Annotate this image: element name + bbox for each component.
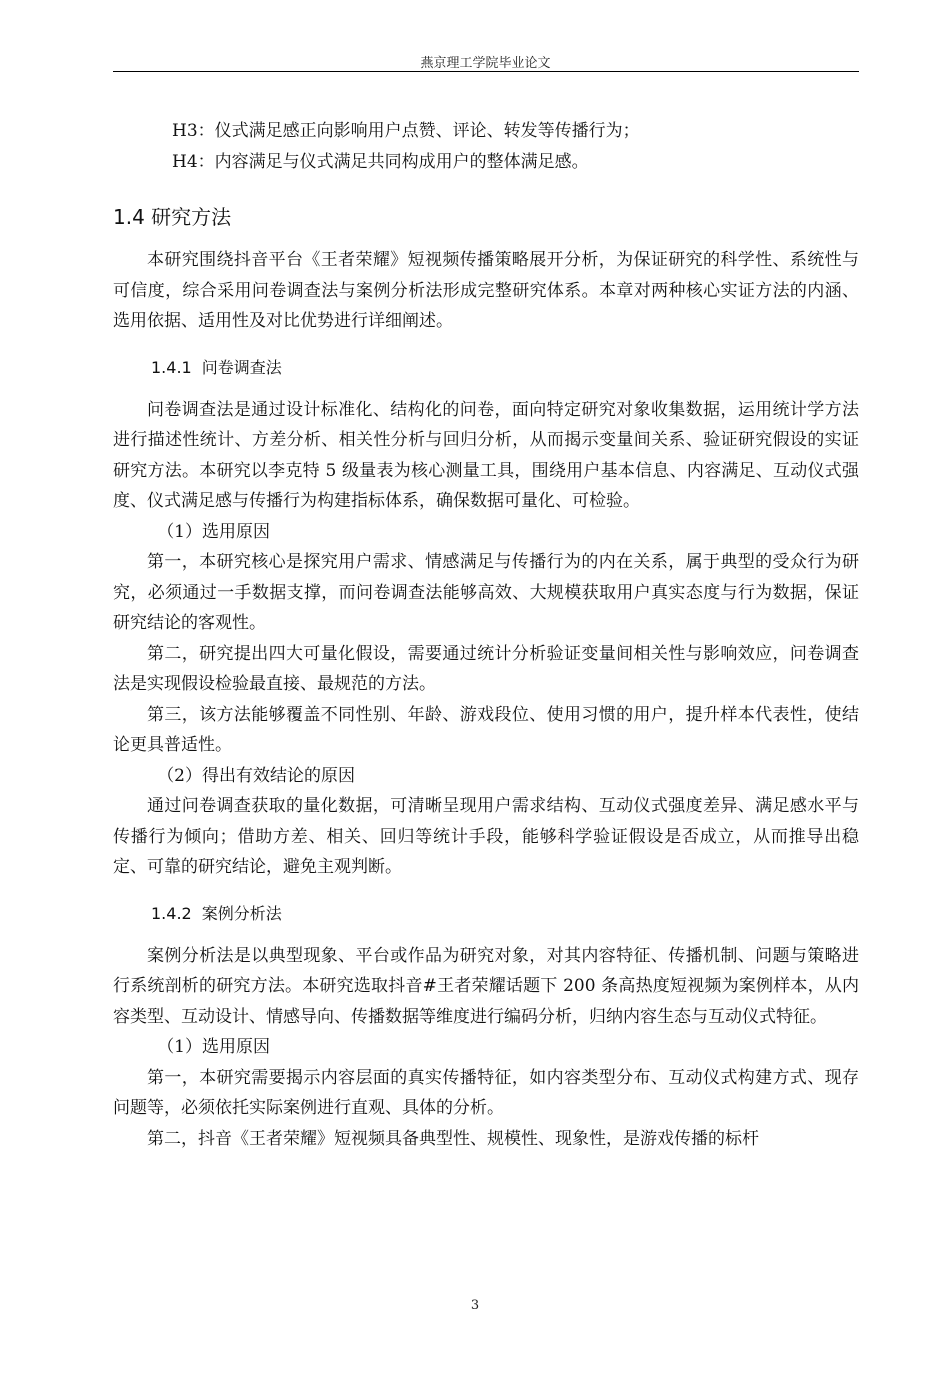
subsection-label: 问卷调查法: [201, 357, 282, 377]
list-label: （1）选用原因: [157, 521, 271, 542]
section-intro: 本研究围绕抖音平台《王者荣耀》短视频传播策略展开分析，为保证研究的科学性、系统性与可信度，综合采用问卷调查法与案例分析法形成完整研究体系。本章对两种核心实证方法的内涵、选用依据、适用性及对比优势进行详细阐述。: [113, 250, 859, 331]
list-label: （1）选用原因: [157, 1037, 271, 1057]
paragraph: 第二，研究提出四大可量化假设，需要通过统计分析验证变量间相关性与影响效应，问卷调查法是实现假设检验最直接、最规范的方法。: [113, 643, 859, 694]
page-body: [113, 116, 859, 1154]
list-label: （2）得出有效结论的原因: [157, 765, 356, 786]
page-header: 燕京理工学院毕业论文: [420, 56, 551, 71]
paragraph: 第三，该方法能够覆盖不同性别、年龄、游戏段位、使用习惯的用户，提升样本代表性，使结论更具普适性。: [113, 704, 859, 755]
subsection-title-case-analysis: [151, 899, 859, 929]
header-rule: [113, 71, 859, 72]
subsection-number: 1.4.2: [151, 903, 192, 923]
page-number: 3: [470, 1298, 480, 1313]
subsection-number: 1.4.1: [151, 357, 192, 377]
subsection-title-questionnaire: [151, 353, 859, 383]
paragraph: 第二，抖音《王者荣耀》短视频具备典型性、规模性、现象性，是游戏传播的标杆: [147, 1128, 759, 1149]
paragraph: 案例分析法是以典型现象、平台或作品为研究对象，对其内容特征、传播机制、问题与策略进行系统剖析的研究方法。本研究选取抖音#王者荣耀话题下 200 条高热度短视频为案例样本，从内容类型、互动设计、情感导向、传播数据等维度进行编码分析，归纳内容生态与互动仪式特征。: [113, 945, 859, 1027]
paragraph: 通过问卷调查获取的量化数据，可清晰呈现用户需求结构、互动仪式强度差异、满足感水平与传播行为倾向；借助方差、相关、回归等统计手段，能够科学验证假设是否成立，从而推导出稳定、可靠的研究结论，避免主观判断。: [113, 796, 859, 877]
subsection-label: 案例分析法: [201, 903, 282, 923]
paragraph: 第一，本研究核心是探究用户需求、情感满足与传播行为的内在关系，属于典型的受众行为研究，必须通过一手数据支撑，而问卷调查法能够高效、大规模获取用户真实态度与行为数据，保证研究结论的客观性。: [113, 552, 859, 633]
paragraph: 问卷调查法是通过设计标准化、结构化的问卷，面向特定研究对象收集数据，运用统计学方法进行描述性统计、方差分析、相关性分析与回归分析，从而揭示变量间关系、验证研究假设的实证研究方法。本研究以李克特 5 级量表为核心测量工具，围绕用户基本信息、内容满足、互动仪式强度、仪式满足感与传播行为构建指标体系，确保数据可量化、可检验。: [113, 399, 859, 511]
section-title: 1.4 研究方法: [113, 205, 232, 229]
hypothesis-h4: H4：内容满足与仪式满足共同构成用户的整体满足感。: [172, 151, 589, 172]
hypothesis-h3: H3：仪式满足感正向影响用户点赞、评论、转发等传播行为；: [172, 121, 640, 141]
paragraph: 第一，本研究需要揭示内容层面的真实传播特征，如内容类型分布、互动仪式构建方式、现存问题等，必须依托实际案例进行直观、具体的分析。: [113, 1067, 859, 1118]
